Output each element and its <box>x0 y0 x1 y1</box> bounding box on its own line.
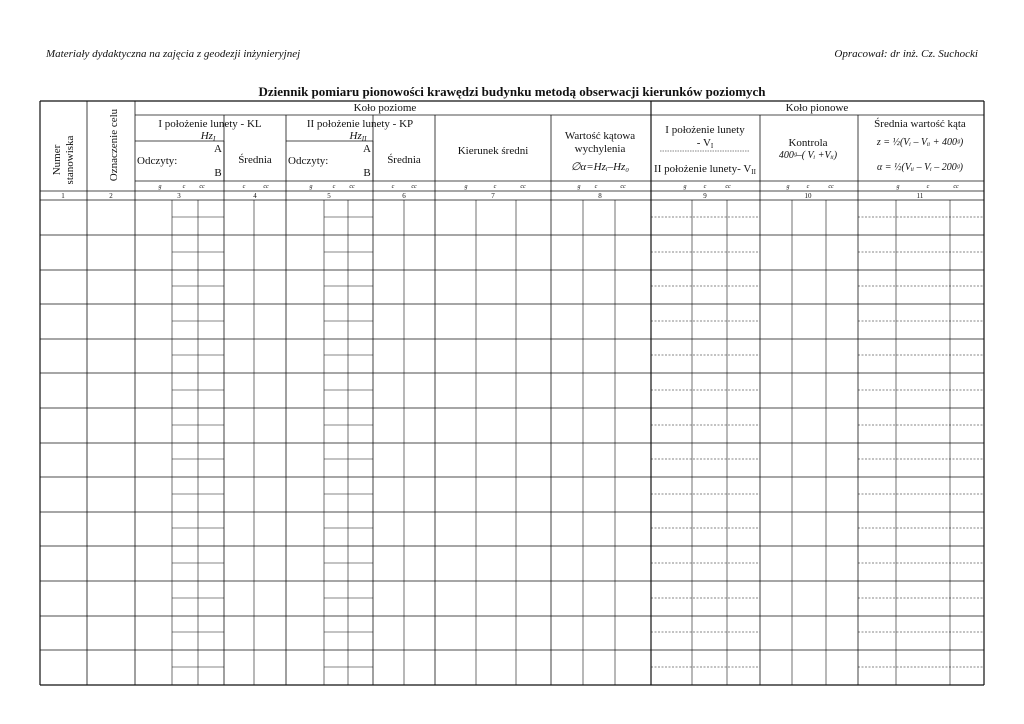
unit-label: cc <box>199 184 205 190</box>
column-number-8: 8 <box>598 192 602 200</box>
column-number-4: 4 <box>253 192 257 200</box>
kp-a: A <box>363 143 371 155</box>
unit-label: c <box>703 184 707 190</box>
col-cel-label: Oznaczenie celu <box>108 108 120 182</box>
col-stanowiska-label: stanowiska <box>64 135 76 185</box>
unit-label: c <box>926 184 930 190</box>
journal-title: Dziennik pomiaru pionowości krawędzi budynku metodą obserwacji kierunków poziomych <box>258 84 766 99</box>
kp-hz: HzII <box>349 130 367 143</box>
unit-label: c <box>493 184 497 190</box>
table-text <box>51 102 966 200</box>
unit-label: g <box>309 184 313 190</box>
unit-label: c <box>242 184 246 190</box>
kierunek-label: Kierunek średni <box>457 145 529 157</box>
polozenie-label-1: I położenie lunety <box>665 124 745 136</box>
header-left-text: Materiały dydaktyczna na zajęcia z geodezji inżynieryjnej <box>46 48 301 60</box>
kl-hz: HzI <box>200 130 216 143</box>
unit-label: c <box>806 184 810 190</box>
unit-label: cc <box>263 184 269 190</box>
polozenie-label-3: II położenie lunety- VII <box>654 163 756 176</box>
kp-odczyty: Odczyty: <box>288 155 329 167</box>
column-number-2: 2 <box>109 192 113 200</box>
kp-title: II położenie lunety - KP <box>306 118 414 130</box>
polozenie-v1: - VI <box>696 137 714 150</box>
unit-label: g <box>158 184 162 190</box>
column-number-9: 9 <box>703 192 707 200</box>
wartosc-label-2: wychylenia <box>574 143 626 155</box>
unit-label: g <box>683 184 687 190</box>
unit-label: g <box>896 184 900 190</box>
unit-label: cc <box>411 184 417 190</box>
kl-title: I położenie lunety - KL <box>158 118 262 130</box>
table-grid <box>40 101 984 685</box>
unit-label: cc <box>828 184 834 190</box>
wartosc-label-1: Wartość kątowa <box>564 130 636 142</box>
wartosc-formula: ∅α=Hzᵢ–Hz₀ <box>570 161 630 173</box>
srednia-alpha-formula: α = ½(Vᵢᵢ – Vᵢ – 200ᵍ) <box>877 162 963 173</box>
unit-label: cc <box>953 184 959 190</box>
unit-label: c <box>332 184 336 190</box>
srednia-z-formula: z = ½(Vᵢ – Vᵢᵢ + 400ᵍ) <box>876 137 964 148</box>
unit-label: cc <box>520 184 526 190</box>
unit-label: g <box>577 184 581 190</box>
kolo-pionowe-label: Koło pionowe <box>785 102 849 114</box>
column-number-10: 10 <box>804 192 812 200</box>
kontrola-formula: 400ᵍ–( Vᵢ +Vᵢᵢ) <box>778 150 838 161</box>
column-number-6: 6 <box>402 192 406 200</box>
kolo-poziome-label: Koło poziome <box>353 102 417 114</box>
kl-odczyty: Odczyty: <box>137 155 178 167</box>
unit-label: g <box>786 184 790 190</box>
column-number-7: 7 <box>491 192 495 200</box>
kp-srednia: Średnia <box>387 154 421 166</box>
unit-label: cc <box>620 184 626 190</box>
kontrola-title: Kontrola <box>788 137 828 149</box>
column-number-3: 3 <box>177 192 181 200</box>
kl-a: A <box>214 143 222 155</box>
column-number-5: 5 <box>327 192 331 200</box>
column-number-1: 1 <box>61 192 65 200</box>
unit-label: cc <box>349 184 355 190</box>
column-number-11: 11 <box>916 192 924 200</box>
unit-label: g <box>464 184 468 190</box>
unit-label: c <box>391 184 395 190</box>
kl-b: B <box>214 167 222 179</box>
header-right-text: Opracował: dr inż. Cz. Suchocki <box>834 48 978 60</box>
unit-label: c <box>182 184 186 190</box>
col-numer-label: Numer <box>51 144 63 176</box>
unit-label: c <box>594 184 598 190</box>
kl-srednia: Średnia <box>238 154 272 166</box>
kp-b: B <box>363 167 371 179</box>
srednia-title: Średnia wartość kąta <box>874 118 966 130</box>
unit-label: cc <box>725 184 731 190</box>
